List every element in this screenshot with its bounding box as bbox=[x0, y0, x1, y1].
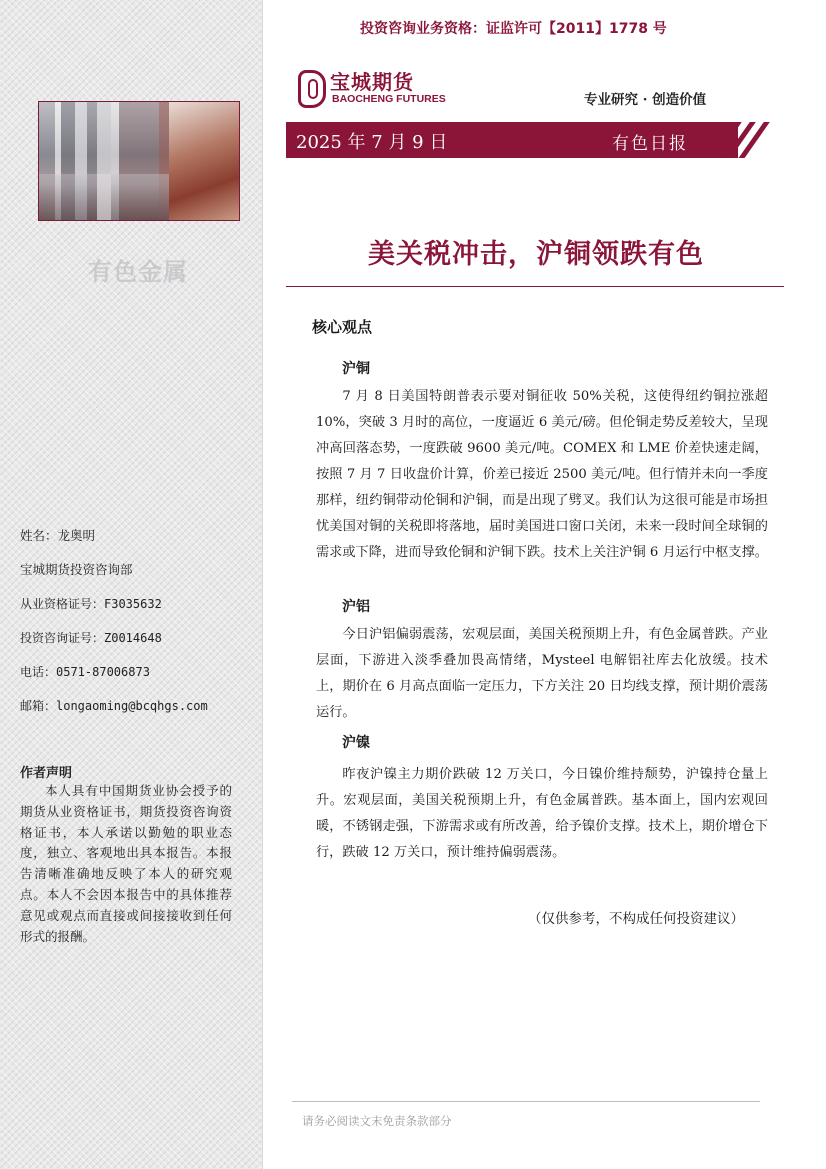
footer-divider bbox=[292, 1101, 760, 1102]
core-view-heading: 核心观点 bbox=[312, 318, 373, 336]
declaration-text: 本人具有中国期货业协会授予的期货从业资格证书，期货投资咨询资格证书，本人承诺以勤勉的职业态度，独立、客观地出具本报告。本报告清晰准确地反映了本人的研究观点。本人不会因本报告中的具体推荐意见或观点而直接或间接接收到任何形式的报酬。 bbox=[20, 783, 232, 944]
company-logo bbox=[298, 68, 446, 110]
banner-stripes-decoration bbox=[724, 122, 788, 158]
date-banner bbox=[286, 122, 738, 158]
footer-note: 请务必阅读文末免责条款部分 bbox=[302, 1114, 452, 1128]
copper-paragraph: 7 月 8 日美国特朗普表示要对铜征收 50%关税，这使得纽约铜拉涨超 10%，突破 3 月时的高位，一度逼近 6 美元/磅。但伦铜走势反差较大，呈现冲高回落态势，一度跌破 9600 美元/吨。COMEX 和 LME 价差快速走阔，按照 7 月 7 日收盘价计算，价差已接近 2500 美元/吨。但行情并未向一季度那样，纽约铜带动伦铜和沪铜，而是出现了劈叉。我们认为这很可能是市场担忧美国对铜的关税即将落地，届时美国进口窗口关闭，未来一段时间全球铜的需求或下降，进而导致伦铜和沪铜下跌。技术上关注沪铜 6 月运行中枢支撑。 bbox=[316, 389, 768, 560]
aluminum-heading: 沪铝 bbox=[342, 599, 370, 615]
copper-heading: 沪铜 bbox=[342, 361, 370, 377]
logo-mark-icon bbox=[298, 70, 326, 108]
author-consult-license: 投资咨询证号：Z0014648 bbox=[20, 631, 162, 645]
qualification-line: 投资咨询业务资格：证监许可【2011】1778 号 bbox=[360, 21, 667, 37]
author-name: 姓名：龙奥明 bbox=[20, 528, 96, 543]
author-dept: 宝城期货投资咨询部 bbox=[20, 562, 133, 577]
declaration-title: 作者声明 bbox=[20, 766, 73, 781]
author-email: 邮箱：longaoming@bcqhgs.com bbox=[20, 699, 208, 713]
cover-photo bbox=[38, 101, 240, 221]
logo-text-en: BAOCHENG FUTURES bbox=[332, 93, 446, 105]
report-type: 有色日报 bbox=[612, 134, 688, 154]
title-divider bbox=[286, 286, 784, 287]
nickel-heading: 沪镍 bbox=[342, 735, 370, 751]
aluminum-paragraph: 今日沪铝偏弱震荡，宏观层面，美国关税预期上升，有色金属普跌。产业层面，下游进入淡季叠加畏高情绪，Mysteel 电解铝社库去化放缓。技术上，期价在 6 月高点面临一定压力，下方关注 20 日均线支撑，预计期价震荡运行。 bbox=[316, 627, 768, 720]
slogan: 专业研究 · 创造价值 bbox=[584, 92, 707, 108]
sector-label: 有色金属 bbox=[88, 258, 188, 286]
author-license: 从业资格证号：F3035632 bbox=[20, 597, 162, 611]
report-date: 2025 年 7 月 9 日 bbox=[296, 132, 448, 153]
author-phone: 电话：0571-87006873 bbox=[20, 665, 150, 679]
author-info bbox=[20, 526, 250, 730]
sidebar bbox=[0, 0, 263, 1169]
nickel-paragraph: 昨夜沪镍主力期价跌破 12 万关口，今日镍价维持颓势，沪镍持仓量上升。宏观层面，美国关税预期上升，有色金属普跌。基本面上，国内宏观回暖，不锈钢走强，下游需求或有所改善，给予镍价支撑。技术上，期价增仓下行，跌破 12 万关口，预计维持偏弱震荡。 bbox=[316, 767, 768, 860]
report-title: 美关税冲击，沪铜领跌有色 bbox=[368, 239, 704, 270]
disclaimer: （仅供参考，不构成任何投资建议） bbox=[528, 911, 744, 927]
logo-text-cn: 宝城期货 bbox=[330, 70, 414, 94]
